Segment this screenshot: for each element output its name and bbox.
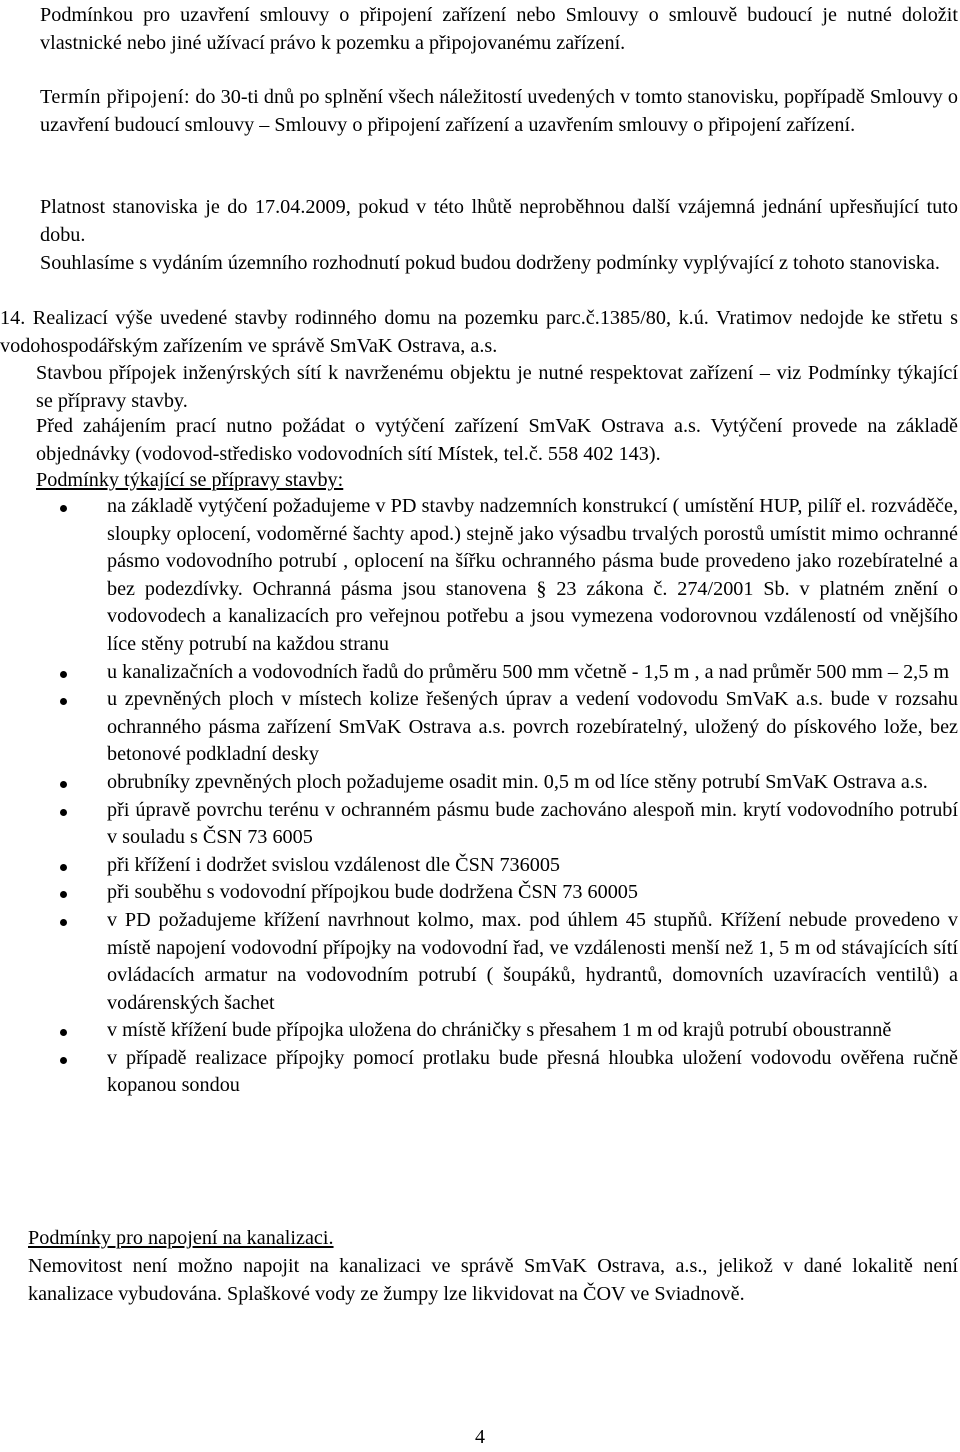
list-item-text: v místě křížení bude přípojka uložena do chráničky s přesahem 1 m od krajů potrubí oboustranně — [107, 1019, 892, 1042]
list-item-text: v PD požadujeme křížení navrhnout kolmo, max. pod úhlem 45 stupňů. Křížení nebude provedeno v místě napojení vodovodní přípojky na vodovodní řad, ve vzdálenosti menší než 1, 5 m od stávajících sítí ovládacích armatur na vodovodním potrubí ( šoupáků, hydrantů, domovních uzavíracích ventilů) a vodárenských šachet — [107, 908, 958, 1014]
list-item — [58, 686, 958, 769]
bullet-icon — [60, 919, 67, 926]
list-item-text: při křížení i dodržet svislou vzdálenost dle ČSN 736005 — [107, 853, 561, 876]
list-item — [58, 1045, 958, 1100]
list-item — [58, 797, 958, 852]
heading-sewer-conditions-text: Podmínky pro napojení na kanalizaci. — [28, 1227, 334, 1249]
bullet-icon — [60, 809, 67, 816]
heading-construction-conditions-text: Podmínky týkající se přípravy stavby: — [36, 469, 344, 491]
bullet-icon — [60, 864, 67, 871]
bullet-icon — [60, 1029, 67, 1036]
list-item — [58, 659, 958, 687]
paragraph-marking: Před zahájením prací nutno požádat o vytýčení zařízení SmVaK Ostrava a.s. Vytýčení provede na základě objednávky (vodovod-středisko vodovodních sítí Místek, tel.č. 558 402 143). — [36, 415, 958, 465]
list-item — [58, 907, 958, 1017]
conditions-list — [58, 493, 958, 1100]
list-item — [58, 769, 958, 797]
paragraph-sewer: Nemovitost není možno napojit na kanalizaci ve správě SmVaK Ostrava, a.s., jelikož v dané lokalitě není kanalizace vybudována. Splaškové vody ze žumpy lze likvidovat na ČOV ve Sviadnově. — [28, 1255, 958, 1305]
paragraph-connection-term — [40, 84, 958, 139]
paragraph-validity: Platnost stanoviska je do 17.04.2009, pokud v této lhůtě neproběhnou další vzájemná jednání upřesňující tuto dobu. — [40, 196, 958, 246]
list-item — [58, 1017, 958, 1045]
paragraph-contract-condition: Podmínkou pro uzavření smlouvy o připojení zařízení nebo Smlouvy o smlouvě budoucí je nutné doložit vlastnické nebo jiné užívací právo k pozemku a připojovanému zařízení. — [40, 4, 958, 54]
list-item — [58, 852, 958, 880]
bullet-icon — [60, 671, 67, 678]
bullet-icon — [60, 1057, 67, 1064]
list-item-text: při úpravě povrchu terénu v ochranném pásmu bude zachováno alespoň min. krytí vodovodního potrubí v souladu s ČSN 73 6005 — [107, 798, 958, 849]
list-item-text: v případě realizace přípojky pomocí protlaku bude přesná hloubka uložení vodovodu ověřena ručně kopanou sondou — [107, 1046, 958, 1097]
paragraph-connections: Stavbou přípojek inženýrských sítí k navrženému objektu je nutné respektovat zařízení – viz Podmínky týkající se přípravy stavby. — [36, 362, 958, 412]
paragraph-agreement: Souhlasíme s vydáním územního rozhodnutí pokud budou dodrženy podmínky vyplývající z tohoto stanoviska. — [40, 252, 940, 274]
heading-sewer-conditions — [28, 1225, 334, 1253]
bullet-icon — [60, 891, 67, 898]
item-number: 14. — [0, 307, 26, 329]
list-item-text: u kanalizačních a vodovodních řadů do průměru 500 mm včetně - 1,5 m , a nad průměr 500 mm – 2,5 m — [107, 660, 950, 683]
list-item — [58, 493, 958, 659]
bullet-icon — [60, 505, 67, 512]
bullet-icon — [60, 698, 67, 705]
list-item-text: při souběhu s vodovodní přípojkou bude dodržena ČSN 73 60005 — [107, 881, 638, 904]
item-14-text: Realizací výše uvedené stavby rodinného domu na pozemku parc.č.1385/80, k.ú. Vratimov nedojde ke střetu s vodohospodářským zařízením ve správě SmVaK Ostrava, a.s. — [0, 307, 958, 357]
heading-construction-conditions — [36, 467, 343, 495]
connection-term-label: Termín připojení: — [40, 86, 191, 108]
list-item-text: obrubníky zpevněných ploch požadujeme osadit min. 0,5 m od líce stěny potrubí SmVaK Ostrava a.s. — [107, 770, 928, 793]
connection-term-text: do 30-ti dnů po splnění všech náležitostí uvedených v tomto stanovisku, popřípadě Smlouvy o uzavření budoucí smlouvy – Smlouvy o připojení zařízení a uzavřením smlouvy o připojení zařízení. — [40, 86, 959, 136]
list-item-text: na základě vytýčení požadujeme v PD stavby nadzemních konstrukcí ( umístění HUP, pilíř el. rozváděče, sloupky oplocení, vodoměrné šachty apod.) stejně jako výsadbu trvalých porostů umístit mimo ochranné pásmo vodovodního potrubí , oplocení na šířku ochranného pásma bude provedeno jako rozebíratelné a bez podezdívky. Ochranná pásma jsou stanovena § 23 zákona č. 274/2001 Sb. v platném znění o vodovodech a kanalizacích pro veřejnou potřebu a jsou vymezena vodorovnou vzdáleností od vnějšího líce stěny potrubí na každou stranu — [107, 495, 958, 655]
paragraph-item-14 — [0, 305, 958, 360]
list-item-text: u zpevněných ploch v místech kolize řešených úprav a vedení vodovodu SmVaK a.s. bude v rozsahu ochranného pásma zařízení SmVaK Ostrava a.s. povrch rozebíratelný, uložený do pískového lože, bez betonové podkladní desky — [107, 688, 958, 766]
bullet-icon — [60, 781, 67, 788]
page-number: 4 — [475, 1426, 485, 1448]
list-item — [58, 879, 958, 907]
